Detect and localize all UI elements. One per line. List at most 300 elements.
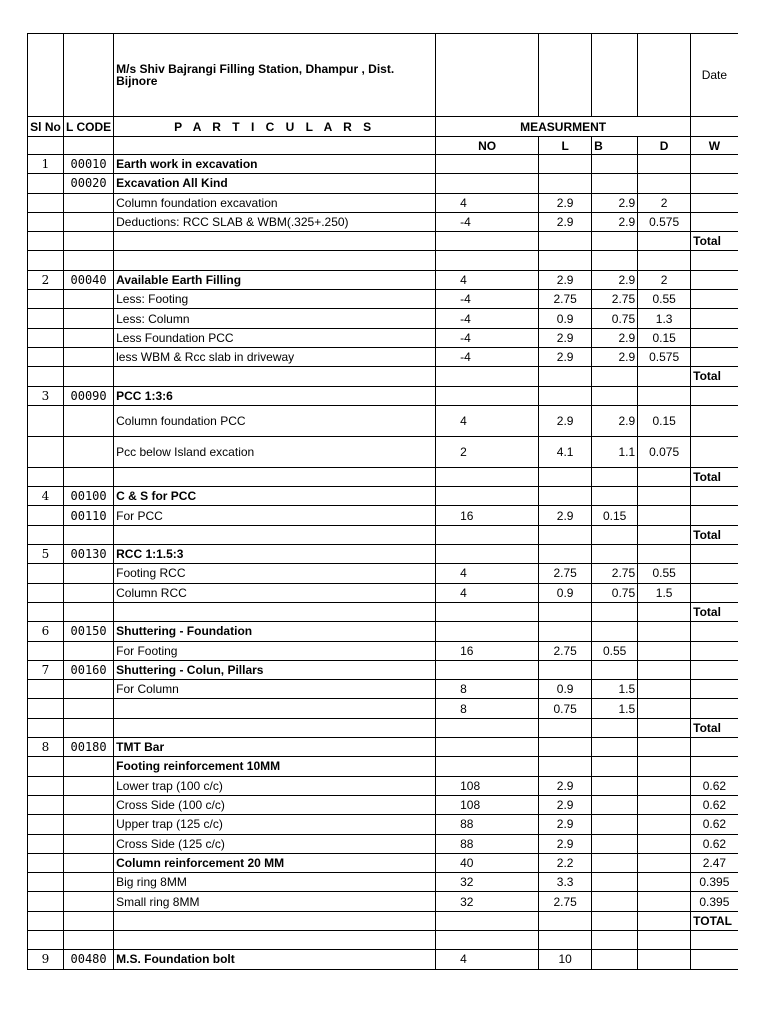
item-code <box>64 564 114 583</box>
col-particulars-header: P A R T I C U L A R S <box>114 117 436 137</box>
weight-cell: Total <box>691 718 738 737</box>
sl-number <box>28 193 64 212</box>
sl-number: 4 <box>28 487 64 506</box>
table-row <box>28 525 738 544</box>
no-cell <box>436 251 539 270</box>
length-cell <box>539 622 592 641</box>
breadth-cell: 0.75 <box>592 583 638 602</box>
table-row <box>28 232 738 251</box>
weight-cell: 0.62 <box>691 795 738 814</box>
sl-number <box>28 853 64 872</box>
item-code <box>64 853 114 872</box>
sl-number <box>28 757 64 776</box>
particulars-cell: Earth work in excavation <box>114 155 436 174</box>
length-cell: 2.75 <box>539 290 592 309</box>
weight-cell <box>691 930 738 949</box>
sl-number <box>28 290 64 309</box>
no-cell: 8 <box>436 699 539 718</box>
length-cell: 2.75 <box>539 564 592 583</box>
length-cell: 2.9 <box>539 834 592 853</box>
particulars-cell: Cross Side (100 c/c) <box>114 795 436 814</box>
weight-cell <box>691 212 738 231</box>
item-code <box>64 834 114 853</box>
item-code <box>64 193 114 212</box>
weight-cell <box>691 174 738 193</box>
length-cell: 2.9 <box>539 405 592 436</box>
particulars-cell: For Column <box>114 680 436 699</box>
table-row <box>28 622 738 641</box>
item-code: 00010 <box>64 155 114 174</box>
item-code: 00040 <box>64 270 114 289</box>
no-cell: 88 <box>436 834 539 853</box>
no-cell: 4 <box>436 405 539 436</box>
particulars-cell: Shuttering - Colun, Pillars <box>114 660 436 679</box>
breadth-cell <box>592 911 638 930</box>
sl-number <box>28 251 64 270</box>
particulars-cell <box>114 718 436 737</box>
item-code <box>64 251 114 270</box>
breadth-cell <box>592 367 638 386</box>
no-cell <box>436 545 539 564</box>
breadth-cell <box>592 950 638 969</box>
weight-cell: TOTAL <box>691 911 738 930</box>
breadth-cell <box>592 757 638 776</box>
item-code <box>64 232 114 251</box>
depth-cell <box>638 815 691 834</box>
breadth-cell <box>592 718 638 737</box>
sl-number: 7 <box>28 660 64 679</box>
sl-number: 2 <box>28 270 64 289</box>
length-cell <box>539 757 592 776</box>
sl-number <box>28 309 64 328</box>
no-cell: 4 <box>436 583 539 602</box>
length-cell <box>539 738 592 757</box>
sl-number <box>28 641 64 660</box>
depth-cell: 0.15 <box>638 328 691 347</box>
weight-cell <box>691 545 738 564</box>
depth-cell <box>638 525 691 544</box>
breadth-cell <box>592 251 638 270</box>
no-cell: -4 <box>436 290 539 309</box>
particulars-cell <box>114 930 436 949</box>
breadth-cell: 0.55 <box>592 641 638 660</box>
breadth-cell: 1.5 <box>592 699 638 718</box>
length-cell: 2.9 <box>539 776 592 795</box>
depth-cell <box>638 467 691 486</box>
item-code <box>64 405 114 436</box>
item-code: 00160 <box>64 660 114 679</box>
no-cell <box>436 930 539 949</box>
length-cell <box>539 174 592 193</box>
subheader-row <box>28 137 738 155</box>
particulars-cell: C & S for PCC <box>114 487 436 506</box>
length-cell <box>539 545 592 564</box>
date-label: Date <box>691 34 738 117</box>
breadth-cell <box>592 834 638 853</box>
breadth-cell <box>592 487 638 506</box>
no-cell <box>436 738 539 757</box>
sl-number <box>28 602 64 621</box>
no-cell <box>436 525 539 544</box>
weight-cell <box>691 328 738 347</box>
particulars-cell: Cross Side (125 c/c) <box>114 834 436 853</box>
weight-cell <box>691 738 738 757</box>
depth-cell <box>638 367 691 386</box>
item-code <box>64 367 114 386</box>
length-cell <box>539 911 592 930</box>
table-row <box>28 738 738 757</box>
particulars-cell: Less Foundation PCC <box>114 328 436 347</box>
no-cell: 40 <box>436 853 539 872</box>
col-no-header: NO <box>436 137 539 155</box>
weight-cell <box>691 583 738 602</box>
breadth-cell <box>592 602 638 621</box>
table-row <box>28 251 738 270</box>
particulars-cell: TMT Bar <box>114 738 436 757</box>
table-row <box>28 911 738 930</box>
weight-cell: Total <box>691 602 738 621</box>
breadth-cell <box>592 622 638 641</box>
length-cell: 0.9 <box>539 680 592 699</box>
item-code: 00100 <box>64 487 114 506</box>
item-code: 00020 <box>64 174 114 193</box>
length-cell: 2.9 <box>539 328 592 347</box>
weight-cell <box>691 487 738 506</box>
no-cell <box>436 602 539 621</box>
depth-cell <box>638 834 691 853</box>
table-row <box>28 545 738 564</box>
item-code <box>64 583 114 602</box>
table-row <box>28 680 738 699</box>
sl-number <box>28 873 64 892</box>
depth-cell <box>638 699 691 718</box>
length-cell <box>539 602 592 621</box>
breadth-cell <box>592 155 638 174</box>
particulars-cell: Column foundation excavation <box>114 193 436 212</box>
length-cell: 0.75 <box>539 699 592 718</box>
table-row <box>28 436 738 467</box>
no-cell <box>436 622 539 641</box>
depth-cell <box>638 795 691 814</box>
breadth-cell: 0.75 <box>592 309 638 328</box>
item-code <box>64 436 114 467</box>
weight-cell: 0.62 <box>691 776 738 795</box>
depth-cell <box>638 873 691 892</box>
sl-number <box>28 367 64 386</box>
length-cell <box>539 232 592 251</box>
length-cell <box>539 660 592 679</box>
breadth-cell: 2.9 <box>592 405 638 436</box>
col-d-header: D <box>638 137 691 155</box>
table-row <box>28 290 738 309</box>
particulars-cell <box>114 251 436 270</box>
item-code <box>64 757 114 776</box>
item-code <box>64 930 114 949</box>
breadth-cell <box>592 660 638 679</box>
breadth-cell <box>592 873 638 892</box>
depth-cell <box>638 232 691 251</box>
no-cell: -4 <box>436 212 539 231</box>
particulars-cell <box>114 602 436 621</box>
depth-cell <box>638 506 691 525</box>
sl-number <box>28 564 64 583</box>
item-code <box>64 911 114 930</box>
item-code <box>64 795 114 814</box>
depth-cell <box>638 776 691 795</box>
item-code: 00480 <box>64 950 114 969</box>
breadth-cell: 2.9 <box>592 270 638 289</box>
weight-cell: 0.62 <box>691 815 738 834</box>
length-cell <box>539 367 592 386</box>
breadth-cell: 0.15 <box>592 506 638 525</box>
length-cell: 2.9 <box>539 212 592 231</box>
table-row <box>28 873 738 892</box>
sl-number <box>28 467 64 486</box>
depth-cell <box>638 950 691 969</box>
particulars-cell <box>114 232 436 251</box>
no-cell: 2 <box>436 436 539 467</box>
breadth-cell <box>592 795 638 814</box>
item-code: 00180 <box>64 738 114 757</box>
depth-cell: 0.075 <box>638 436 691 467</box>
table-row <box>28 602 738 621</box>
breadth-cell <box>592 232 638 251</box>
length-cell: 2.9 <box>539 815 592 834</box>
no-cell: -4 <box>436 347 539 366</box>
no-cell: -4 <box>436 328 539 347</box>
breadth-cell: 2.9 <box>592 328 638 347</box>
length-cell <box>539 467 592 486</box>
sl-number <box>28 834 64 853</box>
weight-cell: Total <box>691 367 738 386</box>
depth-cell <box>638 487 691 506</box>
no-cell: 32 <box>436 892 539 911</box>
breadth-cell: 2.9 <box>592 193 638 212</box>
breadth-cell <box>592 525 638 544</box>
particulars-cell: Footing RCC <box>114 564 436 583</box>
depth-cell <box>638 738 691 757</box>
table-row <box>28 155 738 174</box>
table-row <box>28 328 738 347</box>
depth-cell <box>638 930 691 949</box>
weight-cell <box>691 290 738 309</box>
length-cell <box>539 487 592 506</box>
weight-cell <box>691 436 738 467</box>
no-cell <box>436 367 539 386</box>
sl-number <box>28 525 64 544</box>
col-sl-header: Sl No <box>28 117 64 137</box>
item-code <box>64 776 114 795</box>
particulars-cell: Upper trap (125 c/c) <box>114 815 436 834</box>
estimate-sheet <box>27 33 738 970</box>
item-code <box>64 680 114 699</box>
breadth-cell <box>592 930 638 949</box>
particulars-cell: Excavation All Kind <box>114 174 436 193</box>
depth-cell: 1.5 <box>638 583 691 602</box>
table-row <box>28 367 738 386</box>
sl-number <box>28 506 64 525</box>
weight-cell <box>691 622 738 641</box>
sl-number <box>28 815 64 834</box>
breadth-cell <box>592 892 638 911</box>
no-cell: 108 <box>436 776 539 795</box>
particulars-cell: Less: Column <box>114 309 436 328</box>
depth-cell: 0.55 <box>638 290 691 309</box>
length-cell: 2.75 <box>539 641 592 660</box>
breadth-cell: 1.1 <box>592 436 638 467</box>
table-row <box>28 699 738 718</box>
no-cell: 4 <box>436 270 539 289</box>
weight-cell <box>691 155 738 174</box>
length-cell <box>539 251 592 270</box>
sl-number <box>28 718 64 737</box>
table-row <box>28 853 738 872</box>
item-code <box>64 602 114 621</box>
no-cell: 4 <box>436 193 539 212</box>
item-code <box>64 718 114 737</box>
item-code <box>64 347 114 366</box>
no-cell: 108 <box>436 795 539 814</box>
sheet-title: M/s Shiv Bajrangi Filling Station, Dhampur , Dist. Bijnore <box>114 34 436 117</box>
weight-cell <box>691 270 738 289</box>
item-code <box>64 525 114 544</box>
sl-number <box>28 911 64 930</box>
length-cell: 2.9 <box>539 347 592 366</box>
depth-cell <box>638 155 691 174</box>
particulars-cell: Column RCC <box>114 583 436 602</box>
sl-number: 9 <box>28 950 64 969</box>
length-cell: 3.3 <box>539 873 592 892</box>
weight-cell <box>691 405 738 436</box>
no-cell: 16 <box>436 506 539 525</box>
no-cell: 4 <box>436 950 539 969</box>
weight-cell: 0.395 <box>691 892 738 911</box>
particulars-cell <box>114 467 436 486</box>
breadth-cell: 2.9 <box>592 212 638 231</box>
depth-cell <box>638 660 691 679</box>
item-code <box>64 641 114 660</box>
table-row <box>28 718 738 737</box>
no-cell: 88 <box>436 815 539 834</box>
breadth-cell <box>592 386 638 405</box>
length-cell <box>539 525 592 544</box>
length-cell: 2.9 <box>539 506 592 525</box>
particulars-cell <box>114 911 436 930</box>
sl-number <box>28 699 64 718</box>
breadth-cell <box>592 815 638 834</box>
weight-cell <box>691 660 738 679</box>
weight-cell <box>691 386 738 405</box>
particulars-cell: Big ring 8MM <box>114 873 436 892</box>
table-row <box>28 174 738 193</box>
depth-cell <box>638 892 691 911</box>
header-row <box>28 34 738 117</box>
sl-number: 6 <box>28 622 64 641</box>
table-row <box>28 583 738 602</box>
sl-number <box>28 776 64 795</box>
breadth-cell: 1.5 <box>592 680 638 699</box>
length-cell <box>539 718 592 737</box>
weight-cell: 0.62 <box>691 834 738 853</box>
table-row <box>28 834 738 853</box>
table-row <box>28 892 738 911</box>
col-measurement-header: MEASURMENT <box>436 117 691 137</box>
length-cell: 2.75 <box>539 892 592 911</box>
item-code: 00130 <box>64 545 114 564</box>
depth-cell <box>638 680 691 699</box>
table-row <box>28 506 738 525</box>
weight-cell <box>691 564 738 583</box>
table-row <box>28 270 738 289</box>
table-row <box>28 405 738 436</box>
no-cell <box>436 911 539 930</box>
col-code-header: L CODE <box>64 117 114 137</box>
no-cell: -4 <box>436 309 539 328</box>
sl-number <box>28 795 64 814</box>
weight-cell: Total <box>691 232 738 251</box>
table-row <box>28 795 738 814</box>
sl-number <box>28 328 64 347</box>
breadth-cell <box>592 776 638 795</box>
table-row <box>28 930 738 949</box>
particulars-cell: For Footing <box>114 641 436 660</box>
no-cell <box>436 660 539 679</box>
particulars-cell: Lower trap (100 c/c) <box>114 776 436 795</box>
particulars-cell: Less: Footing <box>114 290 436 309</box>
no-cell <box>436 386 539 405</box>
depth-cell: 0.15 <box>638 405 691 436</box>
length-cell: 2.9 <box>539 270 592 289</box>
length-cell: 2.9 <box>539 795 592 814</box>
breadth-cell <box>592 467 638 486</box>
sl-number <box>28 405 64 436</box>
weight-cell: Total <box>691 467 738 486</box>
no-cell: 16 <box>436 641 539 660</box>
particulars-cell: PCC 1:3:6 <box>114 386 436 405</box>
depth-cell <box>638 174 691 193</box>
item-code <box>64 328 114 347</box>
no-cell: 32 <box>436 873 539 892</box>
length-cell: 4.1 <box>539 436 592 467</box>
col-w-header: W <box>691 137 738 155</box>
depth-cell <box>638 641 691 660</box>
particulars-cell: less WBM & Rcc slab in driveway <box>114 347 436 366</box>
item-code: 00090 <box>64 386 114 405</box>
depth-cell <box>638 718 691 737</box>
weight-cell <box>691 309 738 328</box>
breadth-cell: 2.75 <box>592 290 638 309</box>
depth-cell <box>638 853 691 872</box>
breadth-cell <box>592 738 638 757</box>
depth-cell: 2 <box>638 270 691 289</box>
particulars-cell: M.S. Foundation bolt <box>114 950 436 969</box>
depth-cell <box>638 251 691 270</box>
particulars-cell: Small ring 8MM <box>114 892 436 911</box>
weight-cell: Total <box>691 525 738 544</box>
depth-cell: 1.3 <box>638 309 691 328</box>
item-code <box>64 309 114 328</box>
sl-number <box>28 347 64 366</box>
particulars-cell: Shuttering - Foundation <box>114 622 436 641</box>
particulars-cell: Column foundation PCC <box>114 405 436 436</box>
depth-cell <box>638 911 691 930</box>
sl-number: 8 <box>28 738 64 757</box>
sl-number <box>28 892 64 911</box>
item-code: 00150 <box>64 622 114 641</box>
item-code <box>64 467 114 486</box>
weight-cell <box>691 347 738 366</box>
col-b-header: B <box>592 137 638 155</box>
